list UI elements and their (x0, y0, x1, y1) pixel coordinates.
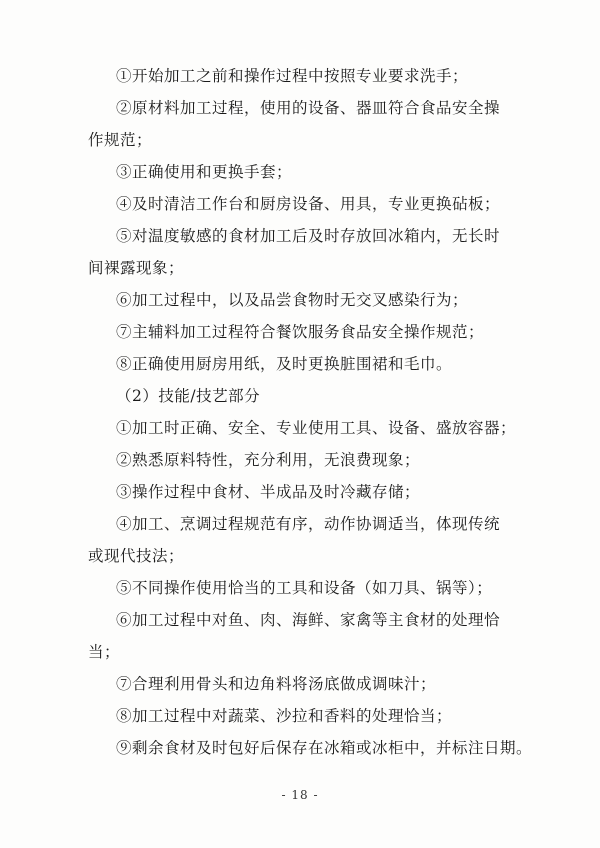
text-line: ①加工时正确、安全、专业使用工具、设备、盛放容器； (116, 419, 517, 437)
text-line: ④加工、烹调过程规范有序，动作协调适当，体现传统 (116, 515, 501, 533)
text-line: ⑦主辅料加工过程符合餐饮服务食品安全操作规范； (116, 323, 485, 341)
text-line: 或现代技法； (88, 547, 185, 565)
text-line: 间裸露现象； (88, 259, 185, 277)
text-line: ③操作过程中食材、半成品及时冷藏存储； (116, 483, 421, 501)
text-line: ⑧正确使用厨房用纸，及时更换脏围裙和毛巾。 (116, 355, 453, 373)
document-body (88, 60, 533, 764)
text-line: 当； (88, 643, 121, 661)
text-line: ④及时清洁工作台和厨房设备、用具，专业更换砧板； (116, 195, 501, 213)
text-line: ②原材料加工过程，使用的设备、器皿符合食品安全操 (116, 99, 501, 117)
section-heading: （2）技能/技艺部分 (116, 387, 261, 405)
text-line: ⑤对温度敏感的食材加工后及时存放回冰箱内，无长时 (116, 227, 501, 245)
text-line: ③正确使用和更换手套； (116, 163, 293, 181)
text-line: ⑥加工过程中，以及品尝食物时无交叉感染行为； (116, 291, 469, 309)
text-line: ①开始加工之前和操作过程中按照专业要求洗手； (116, 67, 469, 85)
text-line: ⑥加工过程中对鱼、肉、海鲜、家禽等主食材的处理恰 (116, 611, 501, 629)
text-line: ⑧加工过程中对蔬菜、沙拉和香料的处理恰当； (116, 707, 453, 725)
text-line: ⑦合理利用骨头和边角料将汤底做成调味汁； (116, 675, 437, 693)
text-line: 作规范； (88, 131, 153, 149)
text-line: ⑨剩余食材及时包好后保存在冰箱或冰柜中，并标注日期。 (116, 739, 533, 757)
text-line: ②熟悉原料特性，充分利用，无浪费现象； (116, 451, 421, 469)
text-line: ⑤不同操作使用恰当的工具和设备（如刀具、锅等）； (116, 579, 493, 597)
page-number: - 18 - (281, 788, 319, 802)
